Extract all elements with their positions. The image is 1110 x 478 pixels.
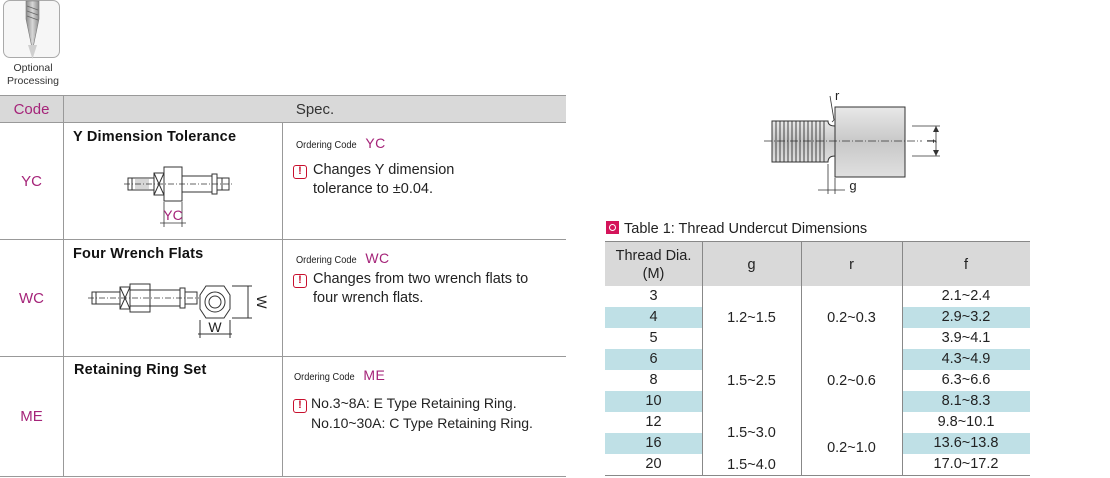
f-label: f: [924, 139, 939, 143]
diagram-label: YC: [163, 207, 183, 223]
cell-g: 1.5~2.5: [702, 349, 801, 412]
cell-f: 8.1~8.3: [941, 393, 991, 409]
option-description: ! No.3~8A: E Type Retaining Ring. No.10~30A: C Type Retaining Ring.: [293, 393, 562, 433]
diagram-label: W: [254, 295, 270, 309]
cell-r: 0.2~0.6: [801, 349, 902, 412]
header-r: r: [849, 256, 854, 273]
ordering-code: Ordering Code ME: [294, 367, 386, 383]
r-label: r: [835, 88, 840, 103]
spec-row-me: [0, 357, 566, 477]
grid-line: [702, 241, 703, 475]
table-bottom-rule: [605, 475, 1030, 476]
cell-thread-dia: 5: [649, 330, 658, 346]
option-title: Y Dimension Tolerance: [73, 129, 237, 145]
cell-g: 1.5~3.0: [702, 412, 801, 454]
cell-g: 1.2~1.5: [702, 286, 801, 349]
warning-icon: !: [293, 274, 307, 288]
row-option: [64, 357, 283, 476]
table1-body: [605, 286, 1030, 475]
row-code: YC: [0, 123, 64, 239]
spec-table-header: [0, 95, 566, 123]
row-spec: [283, 357, 566, 476]
cell-thread-dia: 20: [645, 456, 662, 472]
header-thread-dia: Thread Dia. (M): [615, 247, 692, 282]
cell-f: 2.9~3.2: [941, 309, 991, 325]
thread-undercut-table: [605, 241, 1030, 475]
cell-f: 13.6~13.8: [933, 435, 999, 451]
g-label: g: [849, 178, 857, 193]
row-spec: [283, 123, 566, 239]
row-option: [64, 240, 283, 356]
yc-diagram: [124, 161, 234, 227]
header-code: Code: [0, 96, 64, 123]
cell-f: 2.1~2.4: [941, 288, 991, 304]
header-g: g: [747, 256, 756, 273]
row-code: ME: [0, 357, 64, 476]
cell-thread-dia: 12: [645, 414, 662, 430]
drill-icon: [3, 0, 60, 58]
header-spec: Spec.: [295, 101, 335, 118]
option-title: Four Wrench Flats: [73, 246, 204, 262]
cell-r: 0.2~1.0: [801, 412, 902, 475]
ordering-code: Ordering Code WC: [296, 250, 390, 266]
option-title: Retaining Ring Set: [74, 362, 207, 378]
option-description: ! Changes from two wrench flats to four wrench flats.: [293, 270, 562, 308]
header-f: f: [963, 256, 969, 273]
cell-r: 0.2~0.3: [801, 286, 902, 349]
cell-f: 6.3~6.6: [941, 372, 991, 388]
cell-f: 17.0~17.2: [933, 456, 999, 472]
cell-f: 3.9~4.1: [941, 330, 991, 346]
wc-side-diagram: [88, 280, 200, 316]
thread-undercut-diagram: [762, 90, 952, 200]
spec-row-wc: [0, 240, 566, 357]
row-spec: [283, 240, 566, 356]
cell-thread-dia: 3: [649, 288, 658, 304]
spec-row-yc: [0, 123, 566, 240]
cell-thread-dia: 10: [645, 393, 662, 409]
spec-table: [0, 95, 566, 477]
cell-f: 4.3~4.9: [941, 351, 991, 367]
cell-thread-dia: 6: [649, 351, 658, 367]
row-code: WC: [0, 240, 64, 356]
cell-g: 1.5~4.0: [702, 454, 801, 475]
ordering-code-value: WC: [365, 250, 390, 266]
warning-icon: !: [293, 165, 307, 179]
wc-end-diagram: [196, 276, 270, 340]
cell-f: 9.8~10.1: [937, 414, 995, 430]
cell-thread-dia: 8: [649, 372, 658, 388]
warning-icon: !: [293, 399, 307, 413]
table1-title: Table 1: Thread Undercut Dimensions: [606, 221, 867, 237]
cell-thread-dia: 4: [649, 309, 658, 325]
ordering-code-value: YC: [365, 135, 386, 151]
row-option: [64, 123, 283, 239]
badge-label: Optional Processing: [7, 62, 59, 87]
diagram-label: W: [208, 319, 222, 335]
ordering-code: Ordering Code YC: [296, 135, 386, 151]
marker-icon: [606, 221, 619, 234]
grid-line: [801, 241, 802, 475]
ordering-code-value: ME: [363, 367, 386, 383]
option-description: ! Changes Y dimension tolerance to ±0.04.: [293, 161, 562, 199]
cell-thread-dia: 16: [645, 435, 662, 451]
table1-header: [605, 241, 1030, 286]
grid-line: [902, 241, 903, 475]
